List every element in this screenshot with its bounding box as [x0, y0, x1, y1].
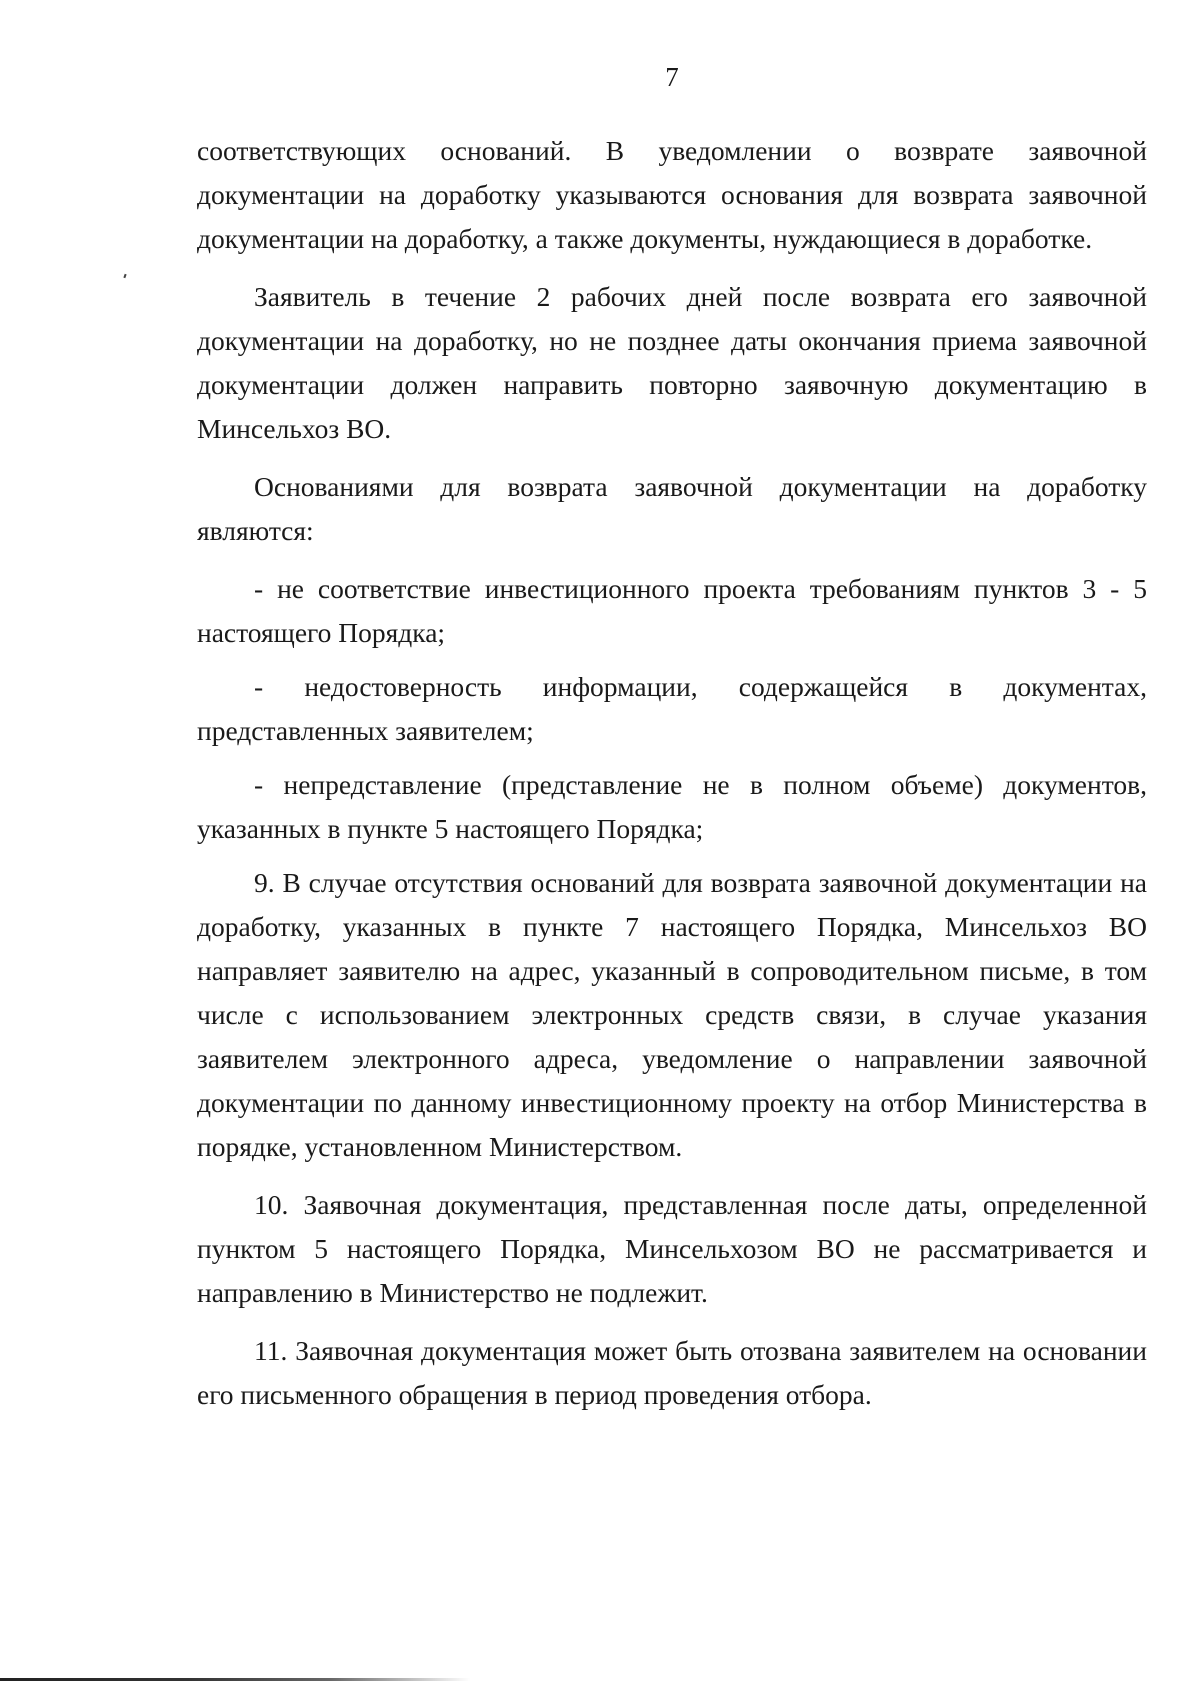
list-item-unreliable-info: - недостоверность информации, содержащейся в документах, представленных заявителем;: [197, 671, 1147, 746]
page-number: 7: [665, 62, 679, 92]
clause-9: 9. В случае отсутствия оснований для возврата заявочной документации на доработку, указанных в пункте 7 настоящего Порядка, Минсельхоз ВО направляет заявителю на адрес, указанный в сопроводительном письме, в том числе с использованием электронных средств связи, в случае указания заявителем электронного адреса, уведомление о направлении заявочной документации по данному инвестиционному проекту на отбор Министерства в порядке, установленном Министерством.: [197, 867, 1147, 1162]
clause-11: 11. Заявочная документация может быть отозвана заявителем на основании его письменного обращения в период проведения отбора.: [197, 1335, 1147, 1410]
paragraph-grounds-intro: Основаниями для возврата заявочной документации на доработку являются:: [197, 471, 1147, 546]
scan-edge-line: [0, 1678, 470, 1681]
paragraph-resubmission: Заявитель в течение 2 рабочих дней после возврата его заявочной документации на доработку, но не позднее даты окончания приема заявочной документации должен направить повторно заявочную документацию в Минсельхоз ВО.: [197, 281, 1147, 444]
list-item-noncompliance: - не соответствие инвестиционного проекта требованиям пунктов 3 - 5 настоящего Порядка;: [197, 573, 1147, 648]
paragraph-grounds-continuation: соответствующих оснований. В уведомлении о возврате заявочной документации на доработку указываются основания для возврата заявочной документации на доработку, а также документы, нуждающиеся в доработке.: [197, 135, 1147, 254]
clause-10: 10. Заявочная документация, представленная после даты, определенной пунктом 5 настоящего Порядка, Минсельхозом ВО не рассматривается и направлению в Министерство не подлежит.: [197, 1189, 1147, 1308]
list-item-missing-documents: - непредставление (представление не в полном объеме) документов, указанных в пункте 5 настоящего Порядка;: [197, 769, 1147, 844]
scan-speck: [123, 274, 126, 278]
document-body: [197, 129, 1147, 1417]
